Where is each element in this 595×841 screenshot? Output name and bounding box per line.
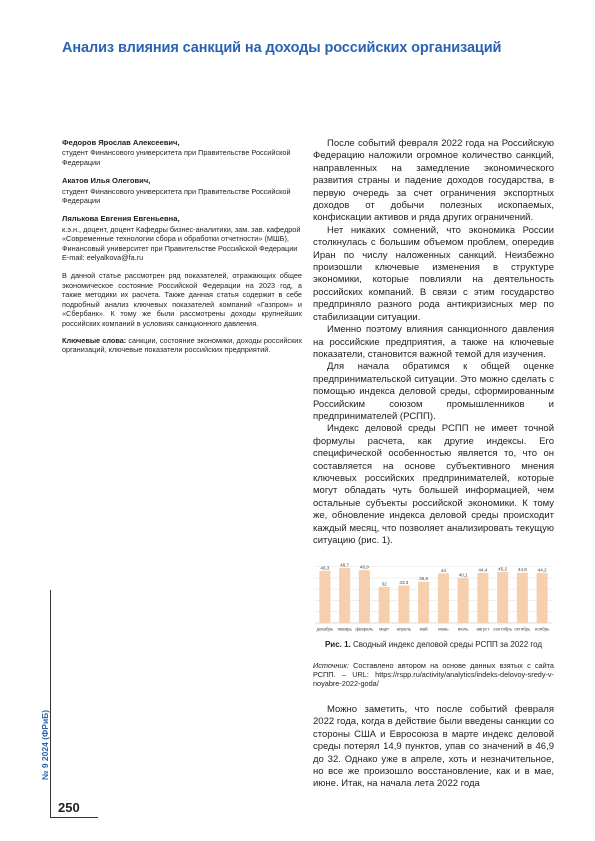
data-label: 44,6 <box>517 567 527 573</box>
body-paragraph: Индекс деловой среды РСПП не имеет точной формулы расчета, как другие индексы. Его специфической особенностью является то, что он составляется на основе субъективного мнения ключевых российских предпринимателей, которые могут обладать чуть большей информацией, чем остальные субъекты российской экономики. К тому же, обновление индекса деловой среды происходит каждый месяц, что позволяет анализировать текущую ситуацию (рис. 1). <box>313 423 554 546</box>
bar-апрель <box>398 585 409 623</box>
data-label: 46,9 <box>359 564 369 570</box>
x-tick-label: июнь <box>438 626 449 632</box>
author-email: E-mail: eelyalkova@fa.ru <box>62 253 144 263</box>
x-tick-label: февраль <box>355 626 374 632</box>
keywords <box>62 336 302 355</box>
bar-октябрь <box>517 573 528 623</box>
bar-март <box>379 587 390 623</box>
bar-февраль <box>359 570 370 623</box>
data-label: 32 <box>381 581 387 587</box>
x-tick-label: ноябрь <box>534 626 550 632</box>
body-paragraph: Именно поэтому влияния санкционного давления на российские предприятия, а также на ключевые показатели, становится важной темой для изучения. <box>313 324 554 360</box>
footer-rule <box>50 817 98 818</box>
source-text: Составлено автором на основе данных взятых с сайта РСПП. – URL: https://rspp.ru/activity/analytics/indeks-delovoy-sredy-v-noyabre-2022-goda/ <box>313 661 554 689</box>
data-label: 44,4 <box>478 567 488 573</box>
bar-май <box>418 582 429 623</box>
authors-column <box>62 138 302 355</box>
author-affiliation: студент Финансового университета при Правительстве Российской Федерации <box>62 148 291 167</box>
x-tick-label: октябрь <box>514 626 531 632</box>
body-text-continued <box>313 704 554 791</box>
x-tick-label: май <box>419 626 428 632</box>
author-name: Федоров Ярослав Алексеевич, <box>62 138 180 147</box>
body-paragraph: После событий февраля 2022 года на Российскую Федерацию наложили огромное количество санкций, направленных на замедление экономического развития страны и падение доходов государства, в первую очередь за счет ограничения экспортных доходов от добычи полезных ископаемых, конфискации активов и ряда других ограничений. <box>313 138 554 224</box>
body-paragraph: Нет никаких сомнений, что экономика России столкнулась с большим объемом проблем, опередив Иран по числу наложенных санкций. Неизбежно произошли ключевые изменения в структуре экономики, которые повлияли на деятельность российских компаний. В связи с этим государство предприняло разного рода антикризисных мер по стабилизации ситуации. <box>313 224 554 323</box>
keywords-label: Ключевые слова: <box>62 335 127 345</box>
article-title: Анализ влияния санкций на доходы российских организаций <box>62 40 502 56</box>
bar-июнь <box>438 573 449 623</box>
data-label: 33,3 <box>399 579 409 585</box>
x-tick-label: декабрь <box>316 626 334 632</box>
caption-label: Рис. 1. <box>324 640 351 649</box>
data-label: 36,6 <box>419 576 429 582</box>
body-paragraph: Для начала обратимся к общей оценке предпринимательской ситуации. Это можно сделать с помощью индекса деловой среды, сформированным Российским союзом промышленников и предпринимателей (РСПП). <box>313 361 554 422</box>
abstract: В данной статье рассмотрен ряд показателей, отражающих общее экономическое состояние Российской Федерации на 2023 год, а также методики их расчета. Также данная статья содержит в себе подробный анализ ключевых показателей компаний «Газпром» и «Сбербанк». К тому же были рассмотрены доходы крупнейших российских компаний в условиях санкционного давления. <box>62 271 302 328</box>
figure-caption <box>313 640 554 650</box>
body-paragraph: Можно заметить, что после событий февраля 2022 года, когда в действие были введены санкции со стороны США и Евросоюза в марте индекс деловой среды потерял 14,9 пунктов, упав со значений в 46,9 до 32. Однако уже в апреле, хоть и незначительное, но все же произошло восстановление, как и в мае, июне. Итак, на начала лета 2022 года <box>313 704 554 790</box>
body-text <box>313 138 554 547</box>
data-label: 44,2 <box>537 567 547 573</box>
source-label: Источник: <box>313 661 349 670</box>
bar-август <box>477 573 488 623</box>
data-label: 40,1 <box>458 572 468 578</box>
x-tick-label: июль <box>457 626 469 632</box>
x-tick-label: август <box>476 626 490 632</box>
data-label: 45,2 <box>498 566 508 572</box>
data-label: 44 <box>440 567 446 573</box>
x-tick-label: сентябрь <box>493 626 512 632</box>
data-label: 48,7 <box>340 562 350 568</box>
issue-label: № 9 2024 (ФРиБ) <box>40 709 50 780</box>
bar-июль <box>458 578 469 623</box>
bar-январь <box>339 568 350 623</box>
author-affiliation: к.э.н., доцент, доцент Кафедры бизнес-аналитики, зам. зав. кафедрой «Современные технологии сбора и обработки отчетности» (МШБ), Финансовый университет при Правительстве Российской Федерации <box>62 224 301 253</box>
x-tick-label: апрель <box>396 626 412 632</box>
bar-сентябрь <box>497 572 508 623</box>
bar-декабрь <box>319 571 330 623</box>
page-number: 250 <box>58 800 80 815</box>
x-tick-label: январь <box>337 626 352 632</box>
author-name: Лялькова Евгения Евгеньевна, <box>62 214 180 224</box>
margin-rule <box>50 590 51 818</box>
x-tick-label: март <box>379 626 390 632</box>
keywords-text: санкции, состояние экономики, доходы российских организаций, ключевые показатели российских предприятий. <box>62 335 302 355</box>
figure-source <box>313 661 554 689</box>
caption-text: Сводный индекс деловой среды РСПП за 2022 год <box>350 640 543 649</box>
data-label: 46,3 <box>320 565 330 571</box>
chart-svg <box>313 557 554 635</box>
bar-ноябрь <box>537 573 548 623</box>
business-index-chart <box>313 557 554 635</box>
author-affiliation: студент Финансового университета при Правительстве Российской Федерации <box>62 186 291 206</box>
author-name: Акатов Илья Олегович, <box>62 176 151 186</box>
